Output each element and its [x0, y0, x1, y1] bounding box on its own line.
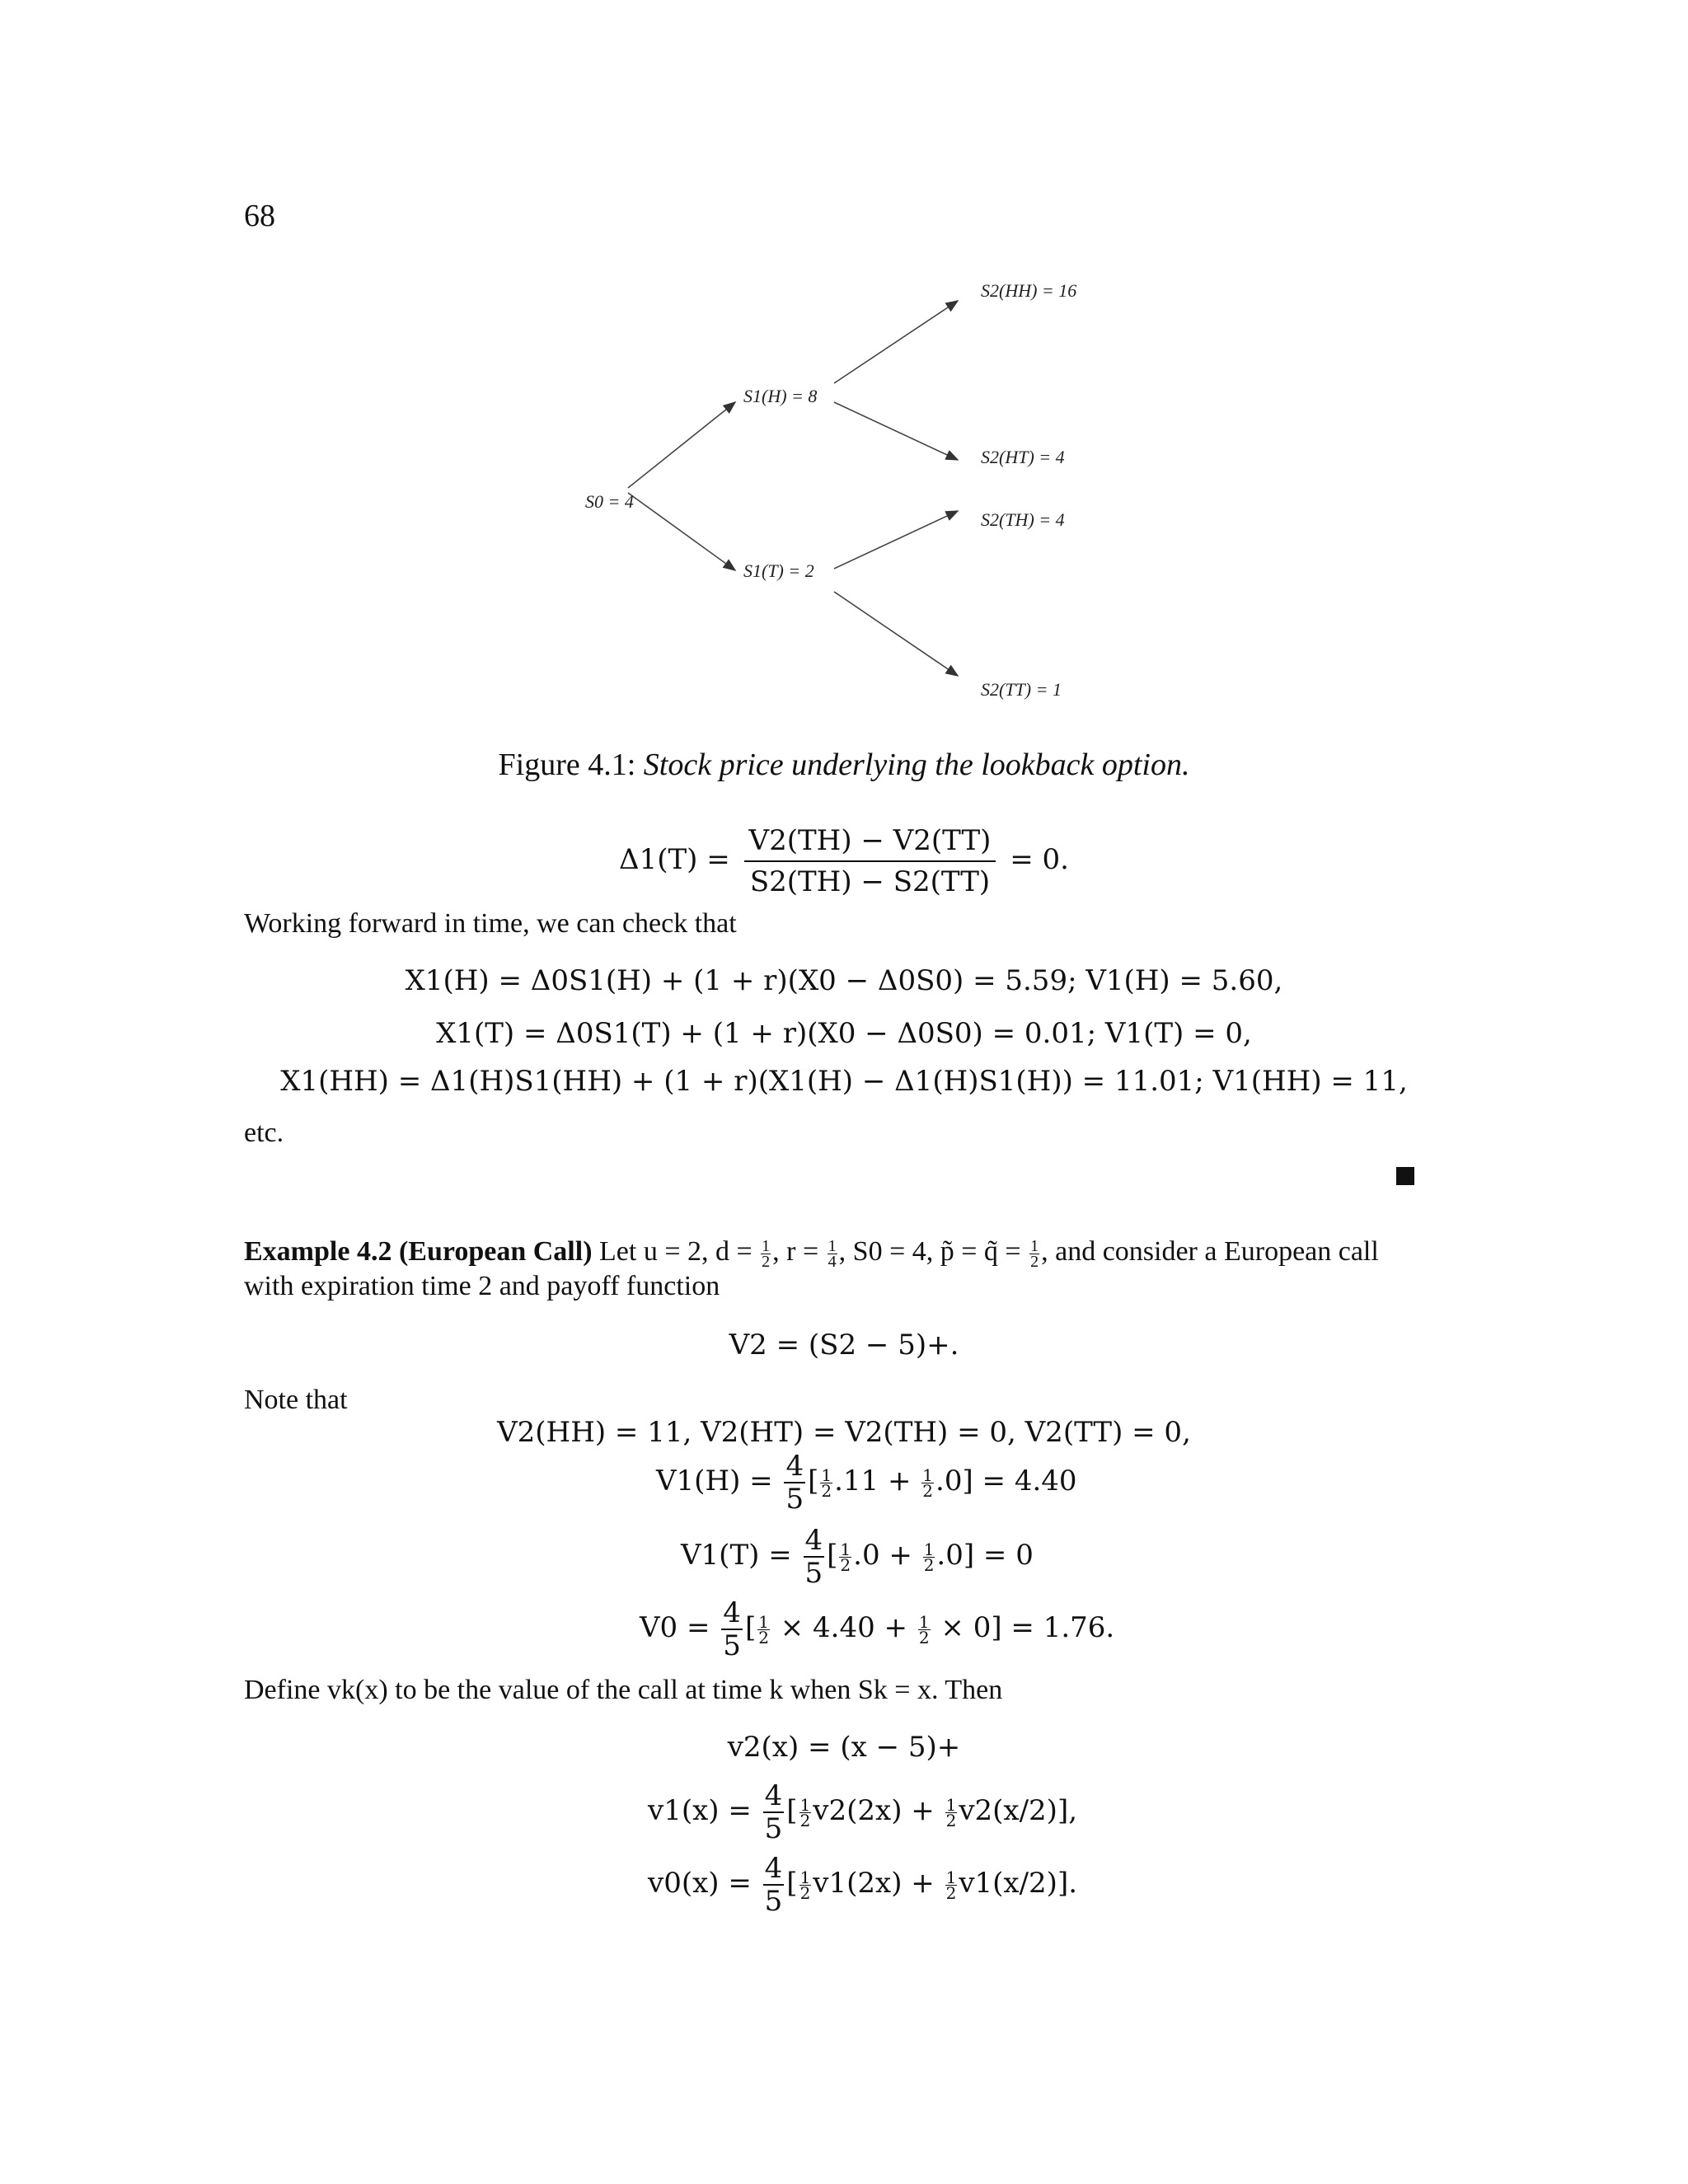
frac-four-fifths: $\frac{4}{5}$ [764, 1852, 783, 1918]
frac-four-fifths: $\frac{4}{5}$ [764, 1779, 783, 1845]
node-s2hh: S2(HH) = 16 [981, 280, 1077, 301]
delta-numerator: V2(TH) − V2(TT) [744, 824, 996, 862]
binomial-tree-figure [528, 272, 1170, 733]
node-s2th: S2(TH) = 4 [981, 509, 1065, 530]
figure-caption [0, 747, 1688, 783]
frac-quarter: $\frac{1}{4}$ [828, 1236, 837, 1271]
equation-v0x: v0(x) = $\frac{4}{5}$ [ $\frac{1}{2}$ v1(2x) + $\frac{1}{2}$ v1(x/2)]. [648, 1852, 1078, 1918]
equation-x1h: X1(H) = Δ0S1(H) + (1 + r)(X0 − Δ0S0) = 5.59; V1(H) = 5.60, [405, 964, 1283, 997]
delta-fraction [744, 824, 996, 898]
equation-x1t: X1(T) = Δ0S1(T) + (1 + r)(X0 − Δ0S0) = 0.01; V1(T) = 0, [436, 1017, 1252, 1050]
page-number: 68 [244, 199, 275, 233]
equation-v0: V0 = $\frac{4}{5}$ [ $\frac{1}{2}$ × 4.40 + $\frac{1}{2}$ × 0] = 1.76. [640, 1596, 1115, 1662]
example-line-1 [244, 1236, 1379, 1269]
example-text-d: , and consider a European call [1041, 1236, 1379, 1267]
example-text-b: , r = [772, 1236, 826, 1267]
node-s2tt: S2(TT) = 1 [981, 679, 1062, 700]
edge-s0-s1h [628, 402, 735, 488]
edge-s1h-s2hh [834, 301, 958, 383]
edge-s1t-s2tt [834, 592, 958, 676]
example-heading: Example 4.2 (European Call) [244, 1236, 593, 1267]
frac-four-fifths: $\frac{4}{5}$ [785, 1450, 804, 1516]
node-s1h: S1(H) = 8 [743, 386, 818, 406]
equation-v1h: V1(H) = $\frac{4}{5}$ [ $\frac{1}{2}$ .11 + $\frac{1}{2}$ .0] = 4.40 [656, 1450, 1077, 1516]
equation-v2-values: V2(HH) = 11, V2(HT) = V2(TH) = 0, V2(TT) = 0, [497, 1416, 1191, 1449]
equation-v1t: V1(T) = $\frac{4}{5}$ [ $\frac{1}{2}$ .0 + $\frac{1}{2}$ .0] = 0 [681, 1524, 1034, 1590]
delta-lhs: Δ1(T) = [619, 843, 730, 876]
text-define: Define vk(x) to be the value of the call at time k when Sk = x. Then [244, 1675, 1003, 1705]
example-text-a: Let u = 2, d = [599, 1236, 760, 1267]
edge-s0-s1t [628, 493, 735, 570]
text-etc: etc. [244, 1118, 284, 1148]
frac-four-fifths: $\frac{4}{5}$ [723, 1596, 741, 1662]
text-working-forward: Working forward in time, we can check that [244, 908, 737, 939]
example-line-2: with expiration time 2 and payoff function [244, 1271, 720, 1301]
example-text-c: , S0 = 4, p̃ = q̃ = [838, 1236, 1029, 1267]
caption-label: Figure 4.1: [498, 748, 636, 782]
equation-delta [0, 824, 1688, 898]
edge-s1t-s2th [834, 511, 958, 569]
equation-x1hh: X1(HH) = Δ1(H)S1(HH) + (1 + r)(X1(H) − Δ1(H)S1(H)) = 11.01; V1(HH) = 11, [280, 1065, 1408, 1098]
node-s1t: S1(T) = 2 [743, 560, 814, 581]
qed-square [1396, 1167, 1414, 1185]
node-s0: S0 = 4 [585, 491, 634, 512]
delta-rhs: = 0. [1010, 843, 1069, 876]
delta-denominator: S2(TH) − S2(TT) [749, 865, 991, 898]
caption-text: Stock price underlying the lookback option. [643, 748, 1190, 782]
equation-payoff: V2 = (S2 − 5)+. [729, 1329, 959, 1361]
frac-four-fifths: $\frac{4}{5}$ [804, 1524, 823, 1590]
text-note-that: Note that [244, 1385, 348, 1415]
frac-half-p: $\frac{1}{2}$ [1030, 1236, 1039, 1271]
node-s2ht: S2(HT) = 4 [981, 447, 1065, 467]
tree-diagram [528, 272, 1170, 733]
equation-v1x: v1(x) = $\frac{4}{5}$ [ $\frac{1}{2}$ v2(2x) + $\frac{1}{2}$ v2(x/2)], [648, 1779, 1078, 1845]
frac-half-d: $\frac{1}{2}$ [762, 1236, 771, 1271]
equation-v2x: v2(x) = (x − 5)+ [727, 1731, 961, 1764]
edge-s1h-s2ht [834, 402, 958, 460]
